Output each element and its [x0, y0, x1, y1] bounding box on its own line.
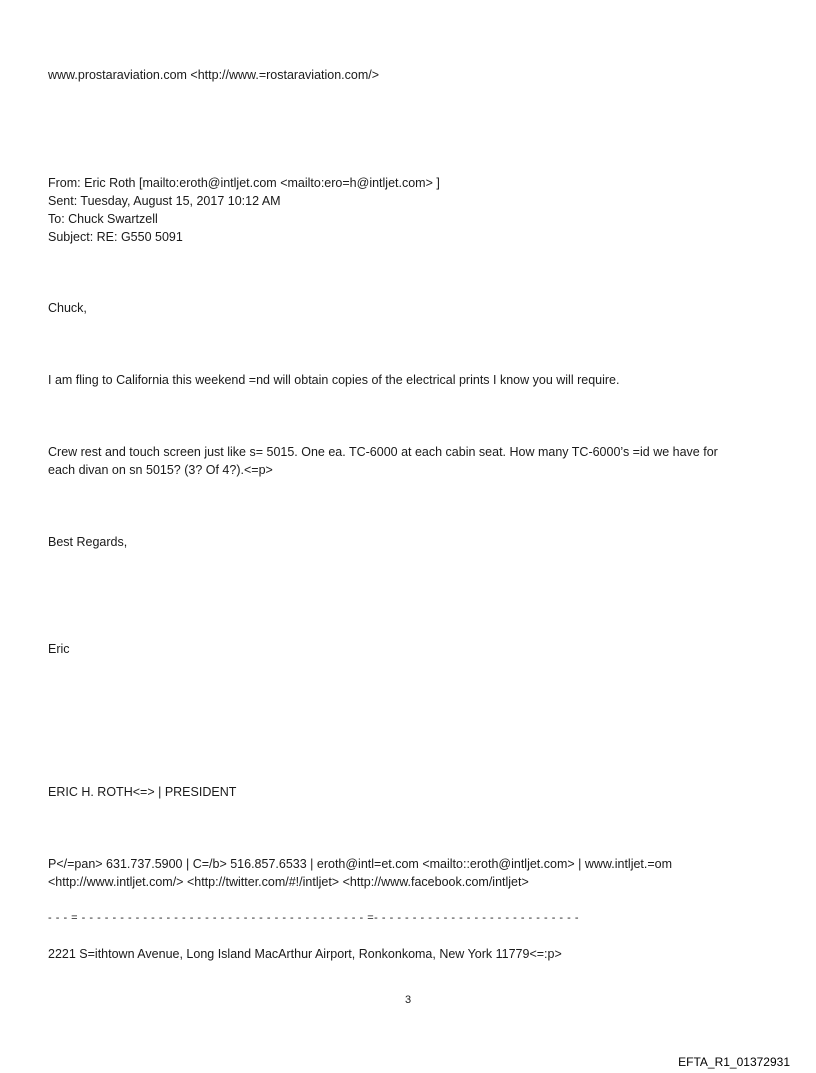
- header-from: From: Eric Roth [mailto:eroth@intljet.com <mailto:ero=h@intljet.com> ]: [48, 176, 440, 190]
- sender-name: Eric: [48, 642, 70, 656]
- header-sent: Sent: Tuesday, August 15, 2017 10:12 AM: [48, 194, 281, 208]
- closing: Best Regards,: [48, 535, 128, 549]
- body-paragraph-2: [48, 443, 718, 479]
- body-paragraph-2-line-1: Crew rest and touch screen just like s= 5015. One ea. TC-6000 at each cabin seat. How many TC-6000’s =id we have for: [48, 445, 718, 459]
- signature-contact-line-1[interactable]: P</=pan> 631.737.5900 | C=/b> 516.857.6533 | eroth@intl=et.com <mailto::eroth@intljet.com> | www.intljet.=om: [48, 857, 673, 871]
- page-number: 3: [404, 994, 412, 1006]
- signature-title: ERIC H. ROTH<=> | PRESIDENT: [48, 785, 237, 799]
- signature-contact-line-2[interactable]: <http://www.intljet.com/> <http://twitter.com/#!/intljet> <http://www.facebook.com/intljet>: [48, 875, 529, 889]
- signature-address: 2221 S=ithtown Avenue, Long Island MacArthur Airport, Ronkonkoma, New York 11779<=:p>: [48, 947, 562, 961]
- header-subject: Subject: RE: G550 5091: [48, 230, 183, 244]
- email-header: [48, 174, 440, 246]
- top-link[interactable]: www.prostaraviation.com <http://www.=rostaraviation.com/>: [48, 68, 380, 82]
- body-paragraph-2-line-2: each divan on sn 5015? (3? Of 4?).<=p>: [48, 463, 273, 477]
- greeting: Chuck,: [48, 301, 87, 315]
- signature-divider: - - - = - - - - - - - - - - - - - - - - - - - - - - - - - - - - - - - - - - - - - =- - - - - - - - - - - - - - - - - - - - - - - - - - -: [48, 912, 580, 924]
- signature-contact: [48, 855, 672, 891]
- header-to: To: Chuck Swartzell: [48, 212, 158, 226]
- bates-number: EFTA_R1_01372931: [678, 1055, 790, 1069]
- body-paragraph-1: I am fling to California this weekend =nd will obtain copies of the electrical prints I know you will require.: [48, 373, 620, 387]
